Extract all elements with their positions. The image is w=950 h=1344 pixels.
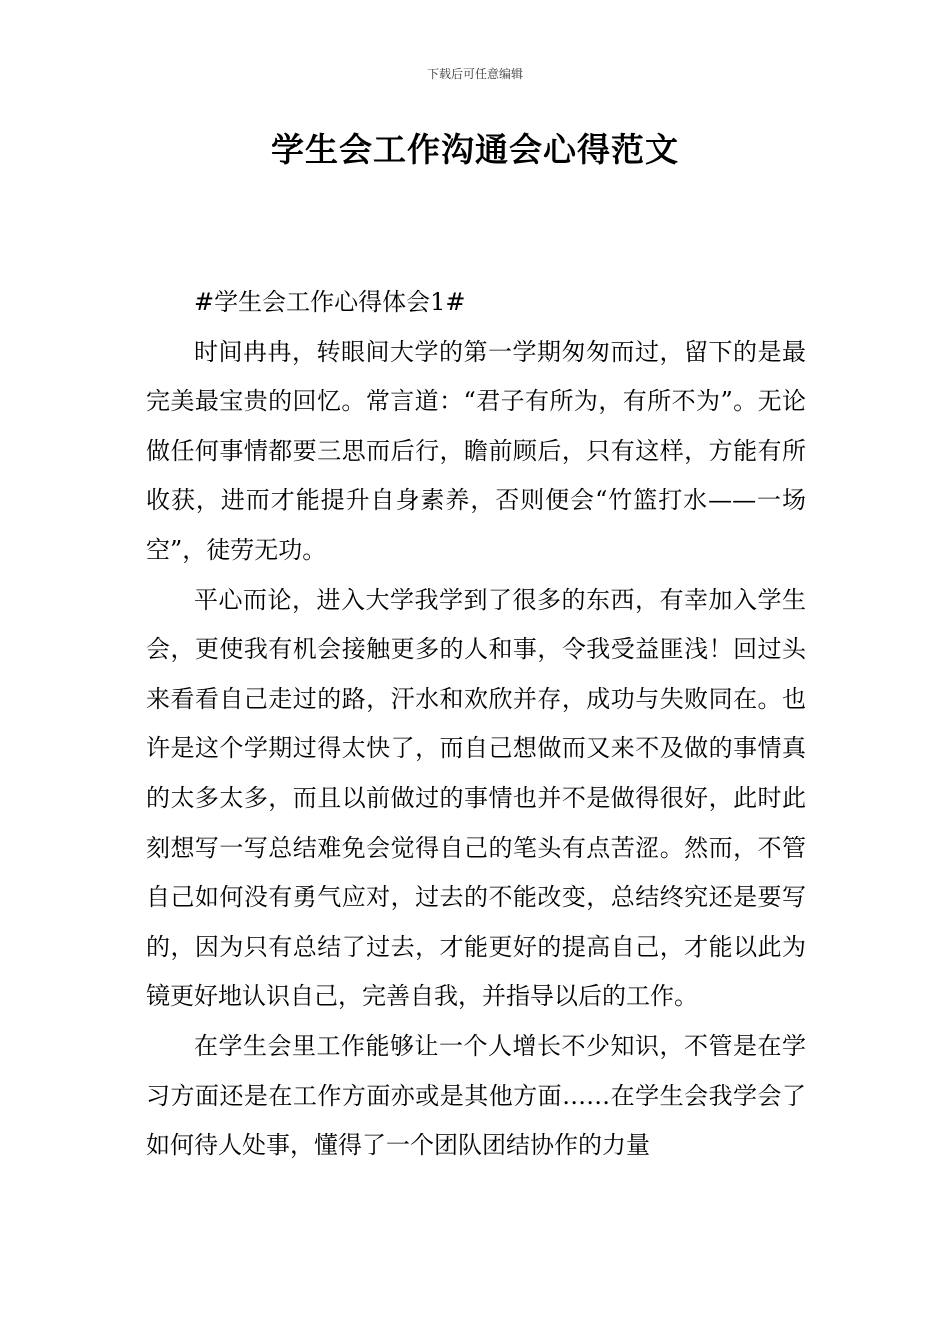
section-heading: #学生会工作心得体会1# <box>194 288 466 316</box>
paragraph-2: 平心而论，进入大学我学到了很多的东西，有幸加入学生会，更使我有机会接触更多的人和事，令我受益匪浅！回过头来看看自己走过的路，汗水和欢欣并存，成功与失败同在。也许是这个学期过得太快了，而自己想做而又来不及做的事情真的太多太多，而且以前做过的事情也并不是做得很好，此时此刻想写一写总结难免会觉得自己的笔头有点苦涩。然而，不管自己如何没有勇气应对，过去的不能改变，总结终究还是要写的，因为只有总结了过去，才能更好的提高自己，才能以此为镜更好地认识自己，完善自我，并指导以后的工作。 <box>146 585 806 1011</box>
paragraph-3: 在学生会里工作能够让一个人增长不少知识，不管是在学习方面还是在工作方面亦或是其他方面……在学生会我学会了如何待人处事，懂得了一个团队团结协作的力量 <box>146 1031 806 1160</box>
document-title: 学生会工作沟通会心得范文 <box>271 130 679 169</box>
header-note: 下载后可任意编辑 <box>426 67 523 81</box>
document-body <box>146 278 806 1171</box>
paragraph-1: 时间冉冉，转眼间大学的第一学期匆匆而过，留下的是最完美最宝贵的回忆。常言道：“君子有所为，有所不为”。无论做任何事情都要三思而后行，瞻前顾后，只有这样，方能有所收获，进而才能提升自身素养，否则便会“竹篮打水——一场空”，徒劳无功。 <box>146 337 806 564</box>
